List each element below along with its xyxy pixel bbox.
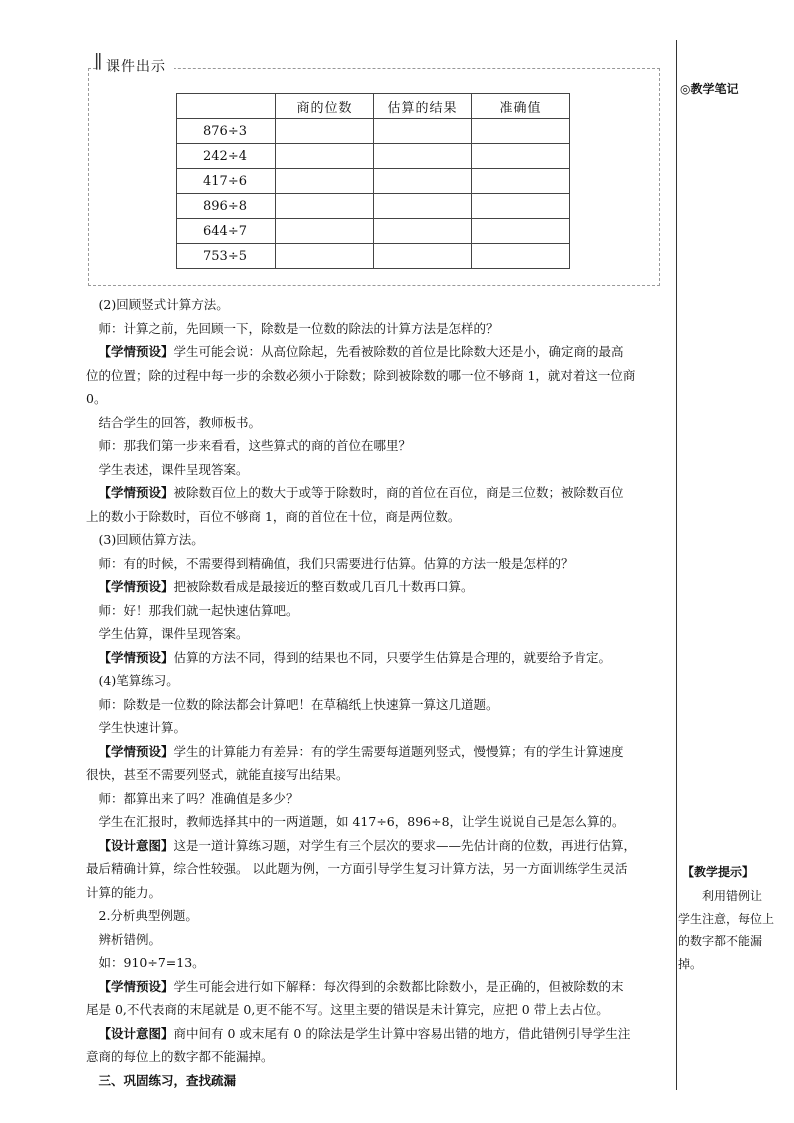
- teaching-tip-body: 利用错例让 学生注意，每位上 的数字都不能漏 掉。: [678, 889, 775, 971]
- table-cell: [472, 244, 570, 269]
- margin-divider: [676, 40, 677, 1090]
- paragraph: 位的位置；除的过程中每一步的余数必须小于除数；除到被除数的哪一位不够商 1，就对着这一位商: [86, 367, 636, 383]
- table-cell: [472, 169, 570, 194]
- teaching-notes-title: ◎教学笔记: [680, 82, 739, 96]
- paragraph: 结合学生的回答，教师板书。: [98, 414, 262, 430]
- table-cell: [374, 194, 472, 219]
- paragraph: 0。: [86, 391, 107, 406]
- table-row: [177, 119, 570, 144]
- table-row: [177, 169, 570, 194]
- paragraph: 上的数小于除数时，百位不够商 1，商的首位在十位，商是两位数。: [86, 508, 461, 524]
- paragraph: (2)回顾竖式计算方法。: [98, 297, 229, 312]
- tag-design-intent: 【设计意图】: [98, 837, 174, 853]
- paragraph: 【学情预设】学生的计算能力有差异：有的学生需要每道题列竖式，慢慢算；有的学生计算速度: [98, 743, 624, 759]
- tag-learning-preview: 【学情预设】: [98, 743, 174, 759]
- courseware-label: ∥ 课件出示: [96, 56, 174, 76]
- table-row: [177, 244, 570, 269]
- table-cell: [472, 194, 570, 219]
- paragraph: 学生快速计算。: [98, 720, 187, 735]
- table-cell: [374, 119, 472, 144]
- table-cell: [374, 219, 472, 244]
- table-row: [177, 144, 570, 169]
- table-header: 估算的结果: [374, 94, 472, 119]
- paragraph: 意商的每位上的数字都不能漏掉。: [86, 1049, 274, 1064]
- table-cell: [276, 144, 374, 169]
- paragraph: 师：除数是一位数的除法都会计算吧！在草稿纸上快速算一算这几道题。: [98, 696, 499, 712]
- table-header: [177, 94, 276, 119]
- table-header: 商的位数: [276, 94, 374, 119]
- paragraph: 很快，甚至不需要列竖式，就能直接写出结果。: [86, 767, 349, 782]
- table-cell: [276, 169, 374, 194]
- table-header: 准确值: [472, 94, 570, 119]
- table-cell: [472, 144, 570, 169]
- tag-learning-preview: 【学情预设】: [98, 579, 174, 594]
- table-cell: [472, 219, 570, 244]
- paragraph: (3)回顾估算方法。: [98, 532, 204, 547]
- paragraph: 【设计意图】这是一道计算练习题，对学生有三个层次的要求——先估计商的位数，再进行估算，: [98, 837, 637, 853]
- lesson-body: [86, 293, 672, 1092]
- teaching-tip-title: 【教学提示】: [682, 865, 755, 879]
- paragraph: 【学情预设】把被除数看成是最接近的整百数或几百几十数再口算。: [98, 579, 474, 594]
- estimation-table: [176, 93, 570, 269]
- table-cell: [276, 219, 374, 244]
- table-cell: [276, 194, 374, 219]
- table-cell-expression: 753÷5: [177, 244, 276, 269]
- paragraph: 尾是 0,不代表商的末尾就是 0,更不能不写。这里主要的错误是未计算完，应把 0 带上去占位。: [86, 1002, 609, 1017]
- paragraph: 师：计算之前，先回顾一下，除数是一位数的除法的计算方法是怎样的？: [98, 320, 499, 336]
- table-cell-expression: 896÷8: [177, 194, 276, 219]
- tag-learning-preview: 【学情预设】: [98, 649, 174, 665]
- paragraph: 辨析错例。: [98, 931, 162, 947]
- paragraph: 师：都算出来了吗？准确值是多少？: [98, 790, 299, 806]
- table-cell: [472, 119, 570, 144]
- paragraph: 师：那我们第一步来看看，这些算式的商的首位在哪里？: [98, 438, 412, 453]
- table-cell: [276, 119, 374, 144]
- paragraph: 【学情预设】被除数百位上的数大于或等于除数时，商的首位在百位，商是三位数；被除数百位: [98, 485, 624, 500]
- table-cell: [374, 169, 472, 194]
- table-cell: [374, 144, 472, 169]
- table-row: [177, 219, 570, 244]
- paragraph: 【学情预设】学生可能会说：从高位除起，先看被除数的首位是比除数大还是小，确定商的最高: [98, 344, 624, 359]
- paragraph: 最后精确计算，综合性较强。 以此题为例，一方面引导学生复习计算方法，另一方面训练学生灵活: [86, 861, 628, 876]
- tag-learning-preview: 【学情预设】: [98, 485, 174, 500]
- paragraph: 【学情预设】估算的方法不同，得到的结果也不同，只要学生估算是合理的，就要给予肯定。: [98, 649, 612, 665]
- table-cell-expression: 417÷6: [177, 169, 276, 194]
- tag-design-intent: 【设计意图】: [98, 1025, 174, 1041]
- table-header-row: [177, 94, 570, 119]
- tag-learning-preview: 【学情预设】: [98, 344, 174, 359]
- table-cell-expression: 644÷7: [177, 219, 276, 244]
- paragraph: 【学情预设】学生可能会进行如下解释：每次得到的余数都比除数小，是正确的，但被除数的末: [98, 978, 624, 994]
- paragraph: (4)笔算练习。: [98, 673, 179, 688]
- paragraph: 学生估算，课件呈现答案。: [98, 626, 249, 641]
- tag-learning-preview: 【学情预设】: [98, 978, 174, 994]
- paragraph: 师：有的时候，不需要得到精确值，我们只需要进行估算。估算的方法一般是怎样的？: [98, 555, 574, 571]
- section-heading: 三、巩固练习，查找疏漏: [98, 1072, 237, 1088]
- tag-slash-icon: ∥: [94, 52, 104, 73]
- paragraph: 如：910÷7=13。: [98, 955, 205, 970]
- table-row: [177, 194, 570, 219]
- paragraph: 2.分析典型例题。: [98, 908, 198, 923]
- paragraph: 计算的能力。: [86, 884, 162, 900]
- table-cell-expression: 876÷3: [177, 119, 276, 144]
- paragraph: 【设计意图】商中间有 0 或末尾有 0 的除法是学生计算中容易出错的地方，借此错例引导学生注: [98, 1025, 631, 1041]
- paragraph: 学生表述，课件呈现答案。: [98, 461, 249, 477]
- paragraph: 学生在汇报时，教师选择其中的一两道题，如 417÷6，896÷8，让学生说说自己是怎么算的。: [98, 814, 625, 829]
- table-cell-expression: 242÷4: [177, 144, 276, 169]
- table-cell: [276, 244, 374, 269]
- table-cell: [374, 244, 472, 269]
- paragraph: 师：好！那我们就一起快速估算吧。: [98, 602, 299, 618]
